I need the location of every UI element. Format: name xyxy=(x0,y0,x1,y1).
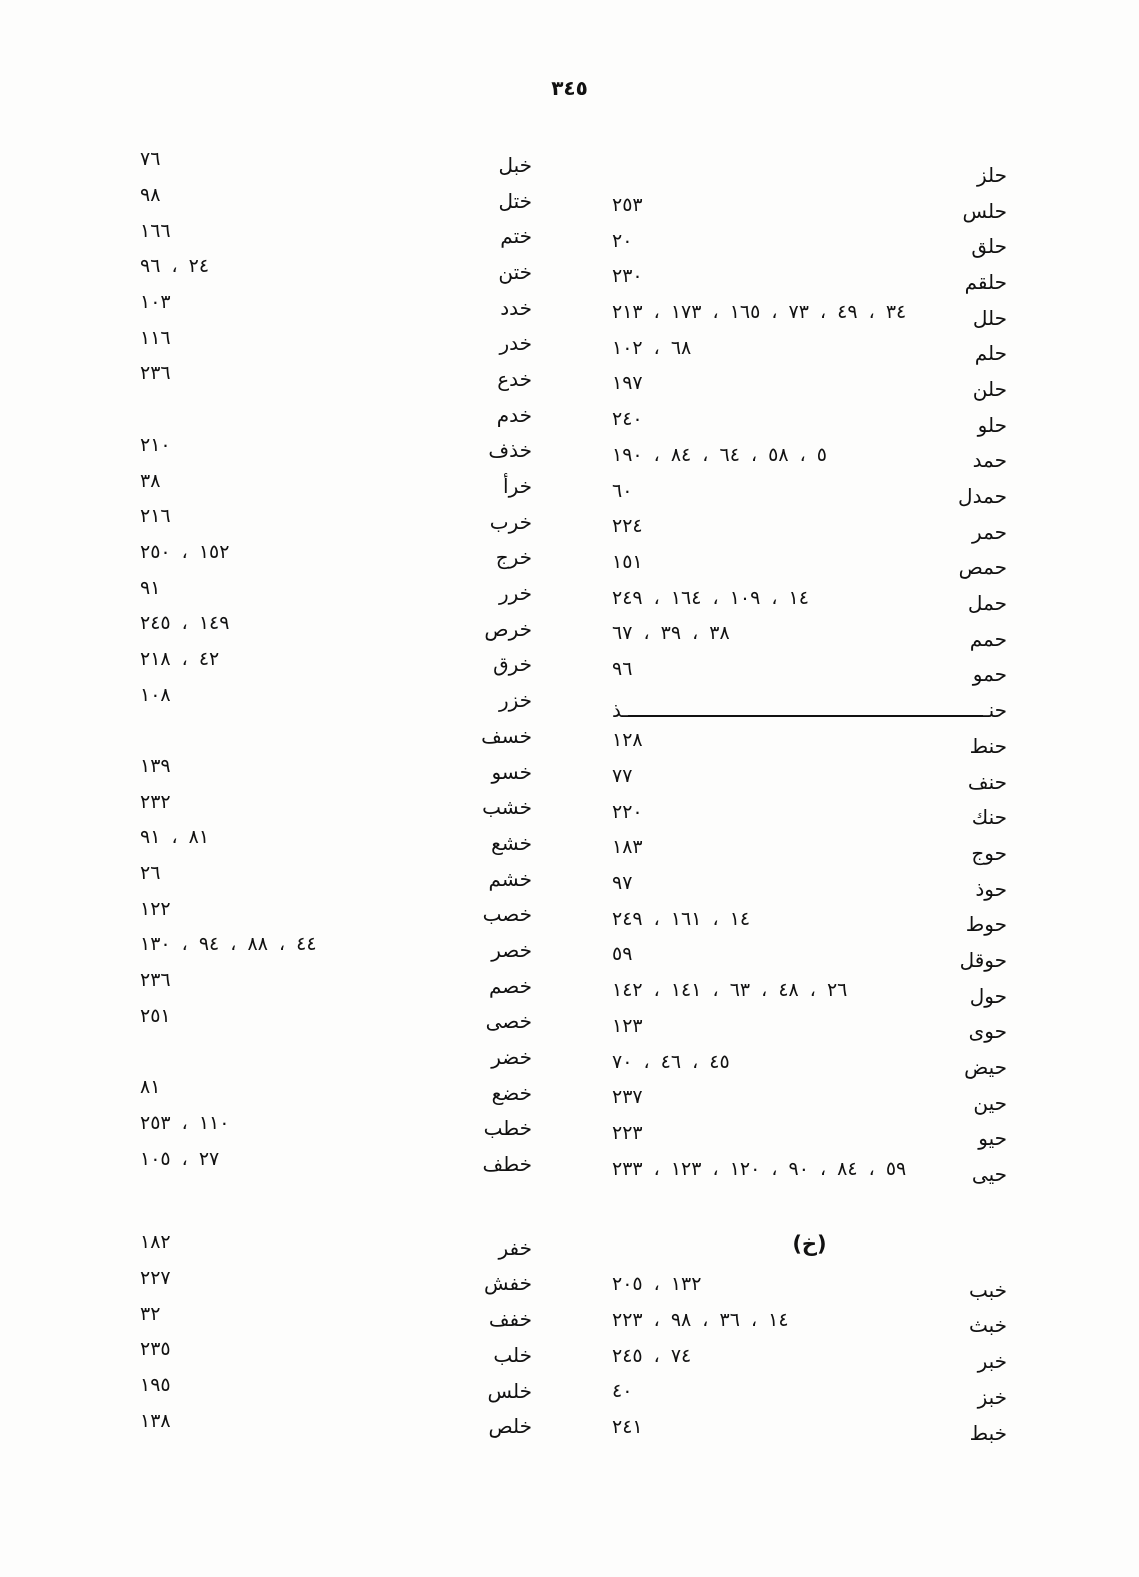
entry-pages: ١١٠ ، ٢٥٣ xyxy=(140,1111,230,1134)
entry-word: حمو xyxy=(972,662,1007,687)
index-entry xyxy=(612,371,1007,407)
entry-pages: ٣٨ xyxy=(140,469,161,492)
entry-word: حلن xyxy=(972,376,1007,401)
entry-pages: ١٢٣ xyxy=(612,1014,643,1037)
entry-word: حلو xyxy=(977,412,1007,437)
entry-word: خدم xyxy=(496,402,532,427)
entry-pages: ٢٠ xyxy=(612,229,633,252)
entry-word: خسف xyxy=(481,723,532,748)
entry-pages: ١٨٣ xyxy=(612,836,643,859)
entry-word: حوج xyxy=(971,840,1007,865)
entry-pages: ٩٨ xyxy=(140,184,161,207)
entry-pages: ٥ ، ٥٨ ، ٦٤ ، ٨٤ ، ١٩٠ xyxy=(612,443,827,466)
entry-word: خضع xyxy=(491,1080,532,1105)
entry-word: خصى xyxy=(485,1009,532,1034)
index-entry xyxy=(612,871,1007,907)
entry-pages: ٦٠ xyxy=(612,479,633,502)
entry-pages: ١٢٨ xyxy=(612,729,643,752)
index-entry xyxy=(612,407,1007,443)
entry-word: حلس xyxy=(962,198,1007,223)
index-entry xyxy=(140,932,532,968)
entry-word: حوقل xyxy=(959,947,1007,972)
entry-pages: ٧٤ ، ٢٤٥ xyxy=(612,1344,692,1367)
index-entry xyxy=(140,504,532,540)
entry-word: خشم xyxy=(488,866,532,891)
entry-pages: ٥٩ ، ٨٤ ، ٩٠ ، ١٢٠ ، ١٢٣ ، ٢٣٣ xyxy=(612,1157,907,1180)
index-entry xyxy=(140,1266,532,1302)
index-entry xyxy=(612,1121,1007,1157)
index-entry xyxy=(612,1156,1007,1192)
entry-word: خبز xyxy=(977,1384,1007,1409)
index-entry xyxy=(612,335,1007,371)
entry-word: خسو xyxy=(491,759,532,784)
entry-word: حمر xyxy=(972,519,1007,544)
entry-word: حيى xyxy=(971,1162,1007,1187)
entry-pages: ٢٢٣ xyxy=(612,1121,643,1144)
entry-word: خبل xyxy=(498,152,532,177)
index-entry xyxy=(140,789,532,825)
entry-pages: ٢٧ ، ١٠٥ xyxy=(140,1147,220,1170)
entry-word: حلز xyxy=(976,162,1007,187)
index-entry xyxy=(140,825,532,861)
index-entry xyxy=(612,978,1007,1014)
entry-word: خصب xyxy=(482,902,532,927)
entry-pages: ٢٣٦ xyxy=(140,969,171,992)
index-entry xyxy=(612,300,1007,336)
entry-pages: ٣٨ ، ٣٩ ، ٦٧ xyxy=(612,622,730,645)
index-entry xyxy=(612,728,1007,764)
entry-pages: ٣٢ xyxy=(140,1302,161,1325)
entry-pages: ١٤ ، ١٠٩ ، ١٦٤ ، ٢٤٩ xyxy=(612,586,809,609)
entry-word: حلق xyxy=(971,234,1007,259)
index-entry xyxy=(140,433,532,469)
entry-pages: ٤٠ xyxy=(612,1380,633,1403)
index-entry xyxy=(140,218,532,254)
entry-word: حنف xyxy=(967,769,1007,794)
entry-word: خرب xyxy=(489,509,532,534)
entry-word: حلل xyxy=(972,305,1007,330)
index-entry xyxy=(612,692,1007,728)
index-entry xyxy=(612,1049,1007,1085)
entry-word: خبط xyxy=(969,1420,1007,1445)
entry-pages: ٨١ xyxy=(140,1076,161,1099)
entry-pages: ٢١٦ xyxy=(140,505,171,528)
index-entry xyxy=(612,443,1007,479)
index-entry xyxy=(612,1343,1007,1379)
index-entry xyxy=(140,1337,532,1373)
index-column-left xyxy=(140,147,532,1444)
entry-pages: ٤٤ ، ٨٨ ، ٩٤ ، ١٣٠ xyxy=(140,933,317,956)
entry-word: خدر xyxy=(499,331,532,356)
index-entry xyxy=(612,942,1007,978)
entry-word: خرج xyxy=(495,545,532,570)
entry-pages: ١١٦ xyxy=(140,326,171,349)
entry-pages: ٢٢٤ xyxy=(612,515,643,538)
entry-word: حيض xyxy=(964,1055,1007,1080)
entry-pages: ٢٢٠ xyxy=(612,800,643,823)
entry-word: خزر xyxy=(498,688,532,713)
index-entry xyxy=(612,585,1007,621)
index-entry xyxy=(140,325,532,361)
entry-word: ختم xyxy=(500,224,532,249)
entry-pages: ١٢٢ xyxy=(140,897,171,920)
index-entry xyxy=(140,718,532,754)
index-entry xyxy=(140,611,532,647)
entry-word-end: ـذ xyxy=(612,698,629,723)
entry-word: خشب xyxy=(482,795,532,820)
entry-pages: ١٨٢ xyxy=(140,1231,171,1254)
index-entry xyxy=(612,764,1007,800)
entry-word: خدد xyxy=(500,295,532,320)
entry-word: حوط xyxy=(965,912,1007,937)
entry-pages: ٢٥٣ xyxy=(612,194,643,217)
index-entry xyxy=(612,478,1007,514)
entry-word: حين xyxy=(973,1090,1007,1115)
entry-pages: ١٣٩ xyxy=(140,755,171,778)
entry-word: حنك xyxy=(971,805,1007,830)
entry-word: حنط xyxy=(969,733,1007,758)
index-entry xyxy=(140,468,532,504)
entry-pages: ٣٤ ، ٤٩ ، ٧٣ ، ١٦٥ ، ١٧٣ ، ٢١٣ xyxy=(612,301,907,324)
entry-word: خصر xyxy=(491,937,532,962)
entry-pages: ٢٥١ xyxy=(140,1004,171,1027)
entry-pages: ٢٤٠ xyxy=(612,408,643,431)
index-entry xyxy=(140,1408,532,1444)
entry-word: خضر xyxy=(491,1045,532,1070)
index-entry xyxy=(140,1146,532,1182)
index-entry xyxy=(140,1373,532,1409)
entry-word: حمم xyxy=(969,626,1007,651)
entry-pages: ٢٣٧ xyxy=(612,1086,643,1109)
index-entry xyxy=(612,228,1007,264)
index-entry xyxy=(612,193,1007,229)
index-entry xyxy=(140,1075,532,1111)
entry-pages: ١٠٨ xyxy=(140,683,171,706)
index-entry xyxy=(612,1308,1007,1344)
entry-word: حوى xyxy=(968,1019,1007,1044)
entry-word-start: حنـ xyxy=(982,698,1007,723)
index-section xyxy=(140,1230,532,1444)
entry-word: حمل xyxy=(967,591,1007,616)
entry-pages: ٢٣٢ xyxy=(140,790,171,813)
entry-pages: ١٦٦ xyxy=(140,219,171,242)
entry-word: خطف xyxy=(482,1152,532,1177)
index-entry xyxy=(612,835,1007,871)
entry-pages: ٢٣٥ xyxy=(140,1338,171,1361)
entry-word: خلس xyxy=(487,1378,532,1403)
entry-pages: ٢٤ ، ٩٦ xyxy=(140,255,210,278)
index-entry xyxy=(612,264,1007,300)
entry-pages: ٩٧ xyxy=(612,872,633,895)
entry-pages: ٨١ ، ٩١ xyxy=(140,826,210,849)
entry-pages: ١٤ ، ٣٦ ، ٩٨ ، ٢٢٣ xyxy=(612,1308,789,1331)
index-section xyxy=(612,157,1007,1192)
entry-word: خلص xyxy=(488,1414,532,1439)
index-entry xyxy=(612,799,1007,835)
index-entry xyxy=(140,183,532,219)
index-entry xyxy=(612,514,1007,550)
index-entry xyxy=(612,157,1007,193)
entry-pages: ٩٦ xyxy=(612,657,633,680)
entry-word: خفف xyxy=(488,1307,532,1332)
index-entry xyxy=(140,1111,532,1147)
entry-word: حمد xyxy=(972,448,1007,473)
entry-pages: ٢٤١ xyxy=(612,1416,643,1439)
index-section xyxy=(140,147,532,1182)
section-heading: (خ) xyxy=(792,1231,827,1256)
entry-pages: ٢٢٧ xyxy=(140,1266,171,1289)
entry-pages: ٢٣٦ xyxy=(140,362,171,385)
index-entry xyxy=(140,861,532,897)
index-entry xyxy=(140,147,532,183)
index-entry xyxy=(140,361,532,397)
index-entry xyxy=(140,1004,532,1040)
index-entry xyxy=(612,550,1007,586)
index-section xyxy=(612,1227,1007,1450)
entry-pages: ١٥٢ ، ٢٥٠ xyxy=(140,540,230,563)
entry-pages: ٦٨ ، ١٠٢ xyxy=(612,336,692,359)
entry-pages: ٢٦ ، ٤٨ ، ٦٣ ، ١٤١ ، ١٤٢ xyxy=(612,979,848,1002)
entry-pages: ٢٣٠ xyxy=(612,265,643,288)
entry-word: حلم xyxy=(974,341,1007,366)
entry-pages: ١٠٣ xyxy=(140,291,171,314)
entry-word: خفش xyxy=(484,1271,532,1296)
entry-word: خطب xyxy=(483,1116,532,1141)
entry-word: خرق xyxy=(493,652,532,677)
entry-word: خبث xyxy=(968,1313,1007,1338)
index-entry xyxy=(612,657,1007,693)
entry-pages: ٤٢ ، ٢١٨ xyxy=(140,647,220,670)
index-entry xyxy=(612,1379,1007,1415)
entry-word: حول xyxy=(969,983,1007,1008)
page-number: ٣٤٥ xyxy=(551,76,588,100)
index-entry xyxy=(140,575,532,611)
index-entry xyxy=(612,1415,1007,1451)
index-entry xyxy=(140,540,532,576)
index-entry xyxy=(140,397,532,433)
index-entry xyxy=(140,754,532,790)
index-entry xyxy=(612,1014,1007,1050)
entry-pages: ١٩٧ xyxy=(612,372,643,395)
entry-pages: ٢١٠ xyxy=(140,433,171,456)
index-entry xyxy=(612,1272,1007,1308)
entry-word: حوذ xyxy=(975,876,1007,901)
entry-word: خدع xyxy=(497,366,532,391)
index-column-right xyxy=(612,157,1007,1450)
entry-pages: ١٣٢ ، ٢٠٥ xyxy=(612,1273,702,1296)
kashida-line xyxy=(628,715,982,717)
entry-word: خلب xyxy=(493,1342,532,1367)
entry-pages: ٧٧ xyxy=(612,765,633,788)
entry-word: حمص xyxy=(958,555,1007,580)
entry-pages: ١٤٩ ، ٢٤٥ xyxy=(140,612,230,635)
entry-word: ختن xyxy=(498,259,532,284)
entry-word: خرص xyxy=(484,616,532,641)
index-entry xyxy=(612,906,1007,942)
entry-pages: ١٤ ، ١٦١ ، ٢٤٩ xyxy=(612,907,751,930)
entry-pages: ١٣٨ xyxy=(140,1409,171,1432)
index-entry xyxy=(612,621,1007,657)
index-entry xyxy=(140,1301,532,1337)
index-entry xyxy=(140,1039,532,1075)
entry-word: خبر xyxy=(977,1349,1007,1374)
entry-word: خشع xyxy=(491,830,532,855)
entry-pages: ٥٩ xyxy=(612,943,633,966)
entry-pages: ١٥١ xyxy=(612,550,643,573)
entry-word: خصم xyxy=(488,973,532,998)
index-entry xyxy=(140,647,532,683)
entry-word: ختل xyxy=(498,188,532,213)
index-entry xyxy=(140,896,532,932)
entry-pages: ٩١ xyxy=(140,576,161,599)
index-entry xyxy=(140,1230,532,1266)
entry-word: خرر xyxy=(498,581,532,606)
index-entry xyxy=(140,290,532,326)
entry-word: حلقم xyxy=(964,269,1007,294)
entry-pages: ٧٦ xyxy=(140,148,161,171)
index-entry xyxy=(140,968,532,1004)
entry-word: خبب xyxy=(968,1277,1007,1302)
entry-word: خفر xyxy=(498,1235,532,1260)
entry-pages: ١٩٥ xyxy=(140,1374,171,1397)
index-entry xyxy=(140,682,532,718)
entry-word: خذف xyxy=(488,438,532,463)
entry-word: حمدل xyxy=(958,484,1007,509)
entry-word: حيو xyxy=(978,1126,1007,1151)
entry-pages: ٢٦ xyxy=(140,862,161,885)
index-entry xyxy=(140,254,532,290)
index-entry xyxy=(612,1085,1007,1121)
entry-pages: ٤٥ ، ٤٦ ، ٧٠ xyxy=(612,1050,730,1073)
entry-word: خرأ xyxy=(503,474,532,499)
